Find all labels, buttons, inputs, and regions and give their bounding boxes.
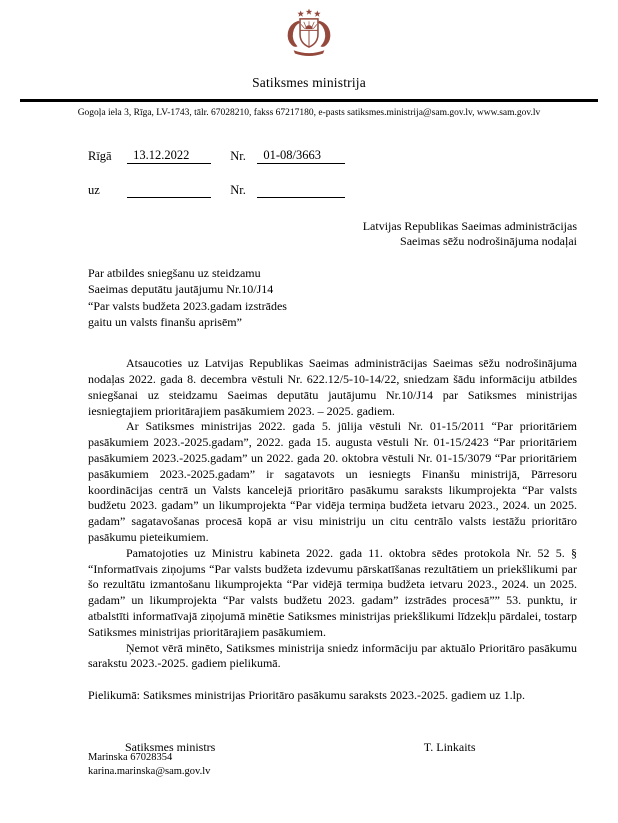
- ministry-name: Satiksmes ministrija: [252, 75, 366, 90]
- body-paragraph: Pamatojoties uz Ministru kabineta 2022. gada 11. oktobra sēdes protokola Nr. 52 5. § “Informatīvais ziņojums “Par valsts budžeta izdevumu pārskatīšanas rezultātiem un priekšlikumi par šo rezultātu izmantošanu likumprojekta “Par vidējā termiņa budžeta ietvaru 2023., 2024. un 2025. gadam” un likumprojekta “Par valsts budžetu 2023. gadam” izstrādes procesā”” 53. punktu, ir atbalstīti informatīvajā ziņojumā minētie Satiksmes ministrijas priekšlikumi līdzekļu pārdalei, tostarp Satiksmes ministrijas prioritārajiem pasākumiem.: [88, 545, 577, 639]
- letter-body: [88, 356, 577, 704]
- footer-contact-name: Marinska 67028354: [88, 752, 173, 763]
- letterhead-divider: [20, 99, 598, 102]
- reference-date-blank: [127, 182, 211, 198]
- recipient-line: Saeimas sēžu nodrošinājuma nodaļai: [400, 234, 577, 248]
- date-value: 13.12.2022: [127, 148, 211, 164]
- subject-block: [88, 265, 577, 330]
- reference-row: [88, 182, 577, 199]
- letterhead: [0, 0, 618, 118]
- coat-of-arms-icon: [270, 8, 348, 72]
- footer-contact-email: karina.marinska@sam.gov.lv: [88, 765, 211, 777]
- recipient-block: [88, 219, 577, 249]
- subject-line: Par atbildes sniegšanu uz steidzamu: [88, 266, 261, 280]
- body-paragraph: Atsaucoties uz Latvijas Republikas Saeimas administrācijas Saeimas sēžu nodrošinājuma nodaļas 2022. gada 8. decembra vēstuli Nr. 622.12/5-10-14/22, sniedzam šādu informāciju atbildes sniegšanai uz steidzamu Saeimas deputātu jautājumu Nr.10/J14 par Satiksmes ministrijas iesniegtajiem prioritārajiem pasākumiem 2023. – 2025. gadiem.: [88, 356, 577, 418]
- signer-name: T. Linkaits: [423, 739, 476, 754]
- subject-line: “Par valsts budžeta 2023.gadam izstrādes: [88, 298, 287, 313]
- body-paragraph: Ar Satiksmes ministrijas 2022. gada 5. jūlija vēstuli Nr. 01-15/2011 “Par prioritāriem pasākumiem 2023.-2025.gadam”, 2022. gada 15. augusta vēstuli Nr. 01-15/2423 “Par prioritāriem pasākumiem 2023.-2025.gadam” un 2022. gada 20. oktobra vēstuli Nr. 01-15/3079 “Par prioritāriem pasākumiem 2023.-2025.gadam” ir sagatavots un iesniegts Finanšu ministrijā, Pārresoru koordinācijas centrā un Valsts kancelejā prioritāro pasākumu saraksts likumprojekta “Par valsts budžetu 2023. gadam” un likumprojekta “Par vidēja termiņa budžeta ietvaru 2023., 2024. un 2025. gadam” sagatavošanas procesā kopā ar visu ministriju un citu centrālo valsts iestāžu prioritāro pasākumu pieteikumiem.: [88, 419, 577, 544]
- uz-label: uz: [88, 183, 100, 197]
- body-paragraph: Ņemot vērā minēto, Satiksmes ministrija sniedz informāciju par aktuālo Prioritāro pasākumu sarakstu 2023.-2025. gadiem pielikumā.: [88, 640, 577, 671]
- doc-number-value: 01-08/3663: [257, 148, 345, 164]
- contact-line: Gogoļa iela 3, Rīga, LV-1743, tālr. 67028210, fakss 67217180, e-pasts satiksmes.ministrija@sam.gov.lv, www.sam.gov.lv: [77, 108, 541, 118]
- contact-footer: [88, 751, 210, 778]
- reference-number-blank: [257, 182, 345, 198]
- place-label: Rīgā: [88, 149, 112, 163]
- nr-label: Nr.: [230, 149, 246, 163]
- nr-label-2: Nr.: [230, 183, 246, 197]
- subject-line: Saeimas deputātu jautājumu Nr.10/J14: [88, 282, 274, 297]
- attachment-line: Pielikumā: Satiksmes ministrijas Prioritāro pasākumu saraksts 2023.-2025. gadiem uz 1.lp.: [88, 688, 525, 703]
- date-number-row: [88, 148, 577, 165]
- subject-line: gaitu un valsts finanšu aprisēm”: [88, 314, 242, 329]
- signer-title: Satiksmes ministrs: [125, 739, 216, 754]
- recipient-line: Latvijas Republikas Saeimas administrācijas: [362, 219, 577, 233]
- letter-meta: [88, 148, 577, 199]
